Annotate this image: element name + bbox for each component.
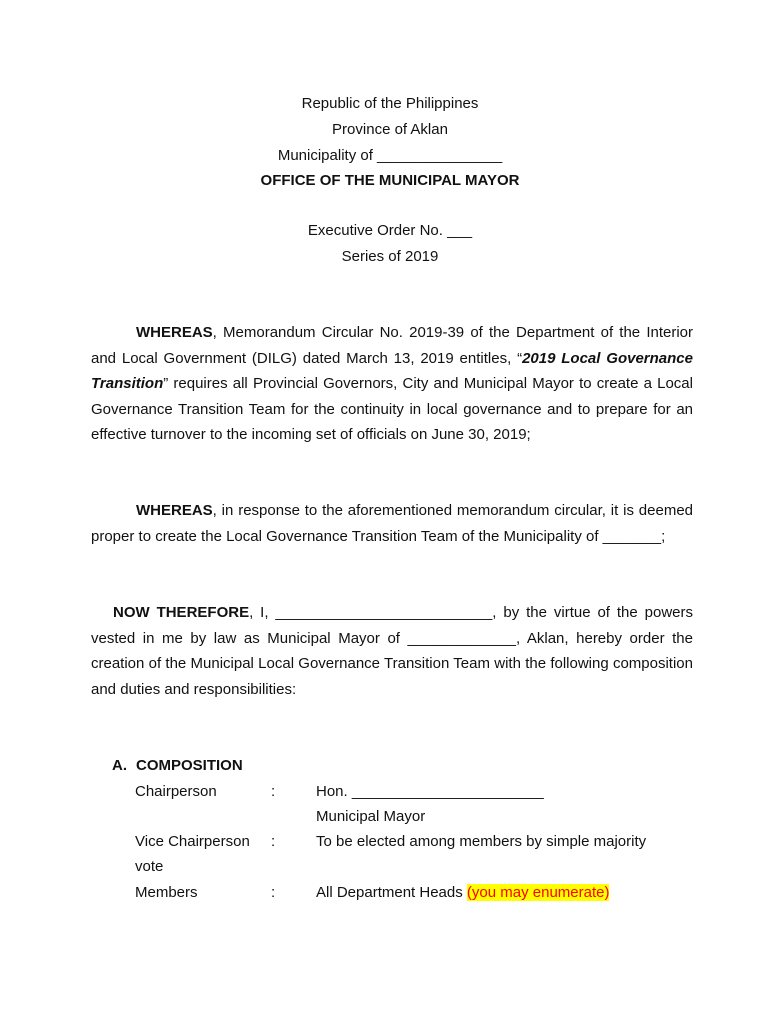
whereas-text-1a: , Memorandum Circular No. 2019-39 of the Department of the Interior and Local Government (DILG) dated March 13, 2019 entitles, “ [91,324,693,367]
composition-row-members [135,880,695,905]
row-value: To be elected among members by simple majority [316,833,647,850]
highlighted-note: (you may enumerate) [466,884,610,901]
row-colon: : [271,884,276,901]
chairperson-name-blank: Hon. _______________________ [316,783,544,800]
whereas-lead-1: WHEREAS [136,324,213,341]
header-office: OFFICE OF THE MUNICIPAL MAYOR [260,172,520,189]
chairperson-title: Municipal Mayor [316,808,426,825]
row-colon: : [271,833,276,850]
row-colon: : [271,783,276,800]
now-therefore-lead: NOW THEREFORE [113,604,250,621]
whereas-text-1b: ” requires all Provincial Governors, City and Municipal Mayor to create a Local Governance Transition Team for the continuity in local governance and to prepare for an effective turnover to the incoming set of officials on June 30, 2019; [91,375,693,444]
now-therefore-text: , I, __________________________, by the virtue of the powers vested in me by law as Municipal Mayor of _____________, Aklan, hereby order the creation of the Municipal Local Governance Transition Team with the following composition and duties and responsibilities: [91,604,693,698]
row-value [316,880,694,905]
section-a-title: COMPOSITION [136,757,243,774]
executive-order-series: Series of 2019 [341,248,439,265]
header-republic: Republic of the Philippines [301,95,479,112]
row-label: Members [135,884,198,901]
composition-row-vice-chairperson [135,829,695,879]
section-a-heading [112,753,243,778]
whereas-lead-2: WHEREAS [136,502,213,519]
section-a-letter: A. [112,757,127,774]
row-label: Vice Chairperson vote [135,833,250,875]
now-therefore-paragraph [91,600,693,702]
whereas-paragraph-1 [91,320,693,448]
executive-order-number: Executive Order No. ___ [307,222,473,239]
whereas-paragraph-2 [91,498,693,549]
circular-title: 2019 Local Governance Transition [91,349,693,393]
composition-row-chairperson [135,779,695,829]
row-value [316,779,694,829]
header-province: Province of Aklan [332,121,448,138]
row-label: Chairperson [135,783,217,800]
header-municipality: Municipality of _______________ [277,147,503,164]
members-text: All Department Heads [316,884,467,901]
whereas-text-2: , in response to the aforementioned memorandum circular, it is deemed proper to create the Local Governance Transition Team of the Municipality of _______; [91,502,693,545]
